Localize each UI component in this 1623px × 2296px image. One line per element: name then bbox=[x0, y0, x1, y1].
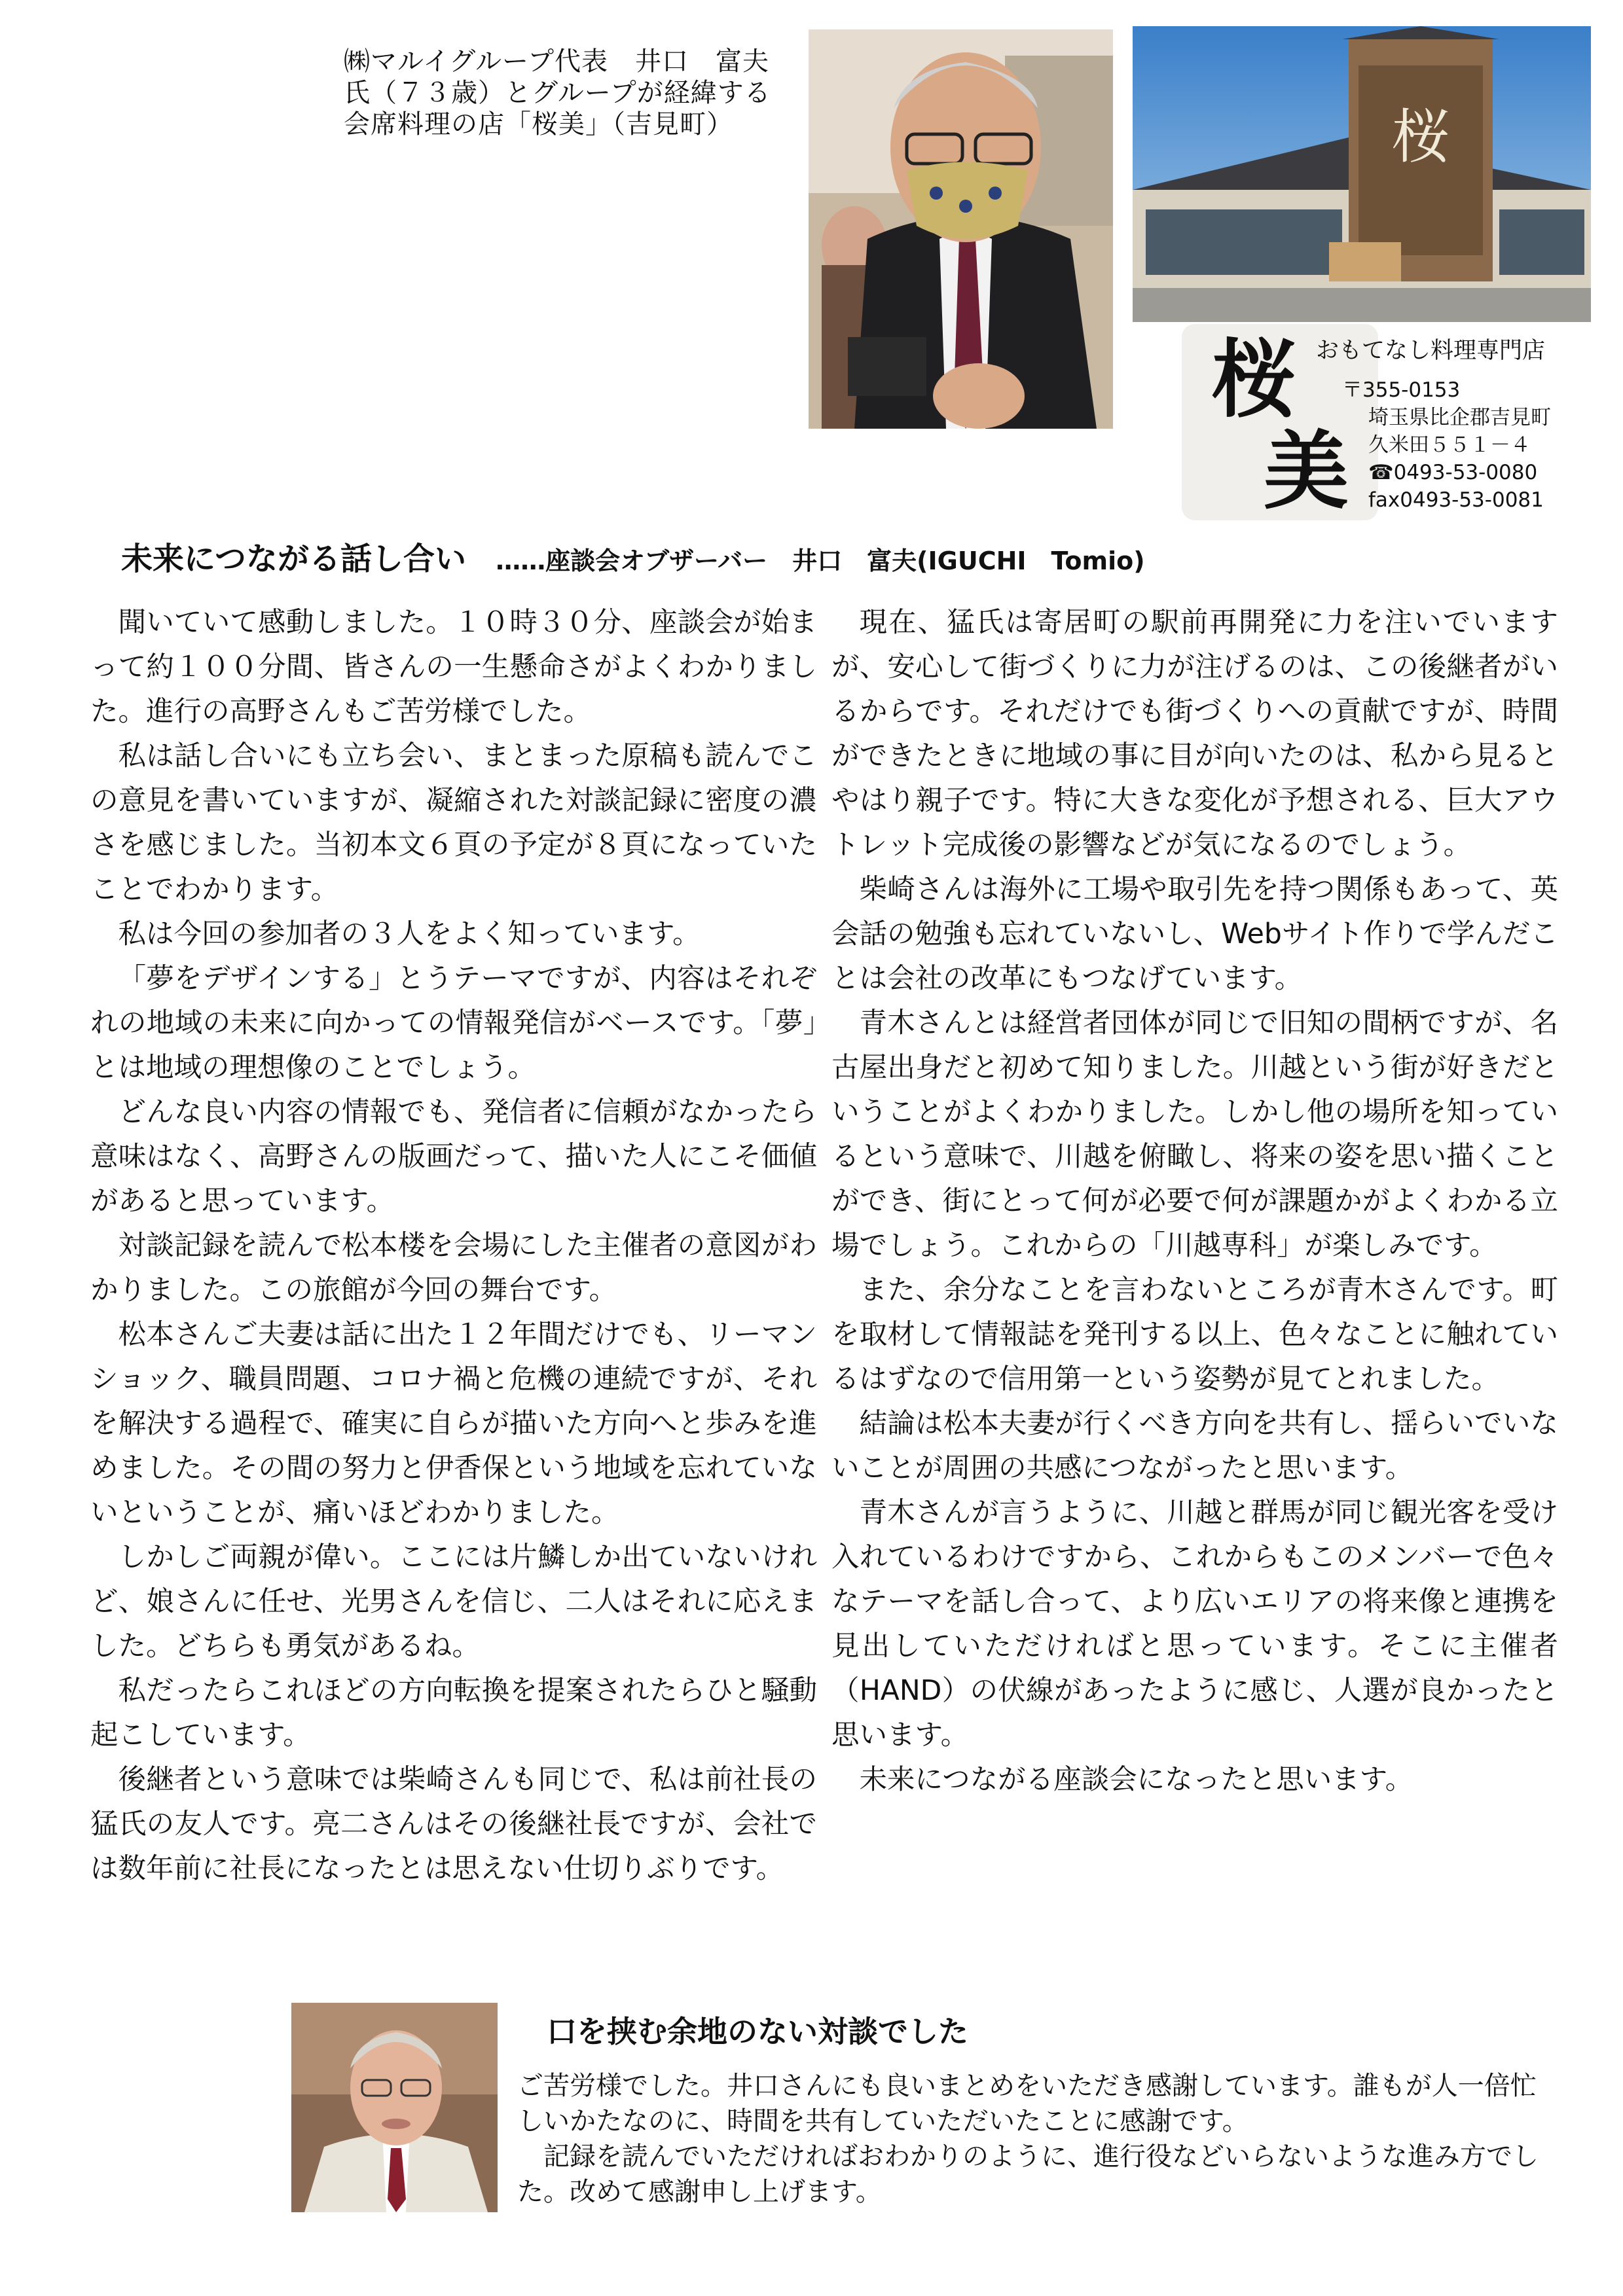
shop-fax: fax0493-53-0081 bbox=[1368, 488, 1544, 512]
paragraph: 私は話し合いにも立ち会い、まとまった原稿も読んでこの意見を書いていますが、凝縮された対談記録に密度の濃さを感じました。当初本文６頁の予定が８頁になっていたことでわかります。 bbox=[90, 740, 817, 906]
photo-caption bbox=[344, 46, 802, 140]
article-column-left bbox=[90, 601, 817, 1892]
paragraph: 青木さんが言うように、川越と群馬が同じ観光客を受け入れているわけですから、これからもこのメンバーで色々なテーマを話し合って、より広いエリアの将来像と連携を見出していただければと思っています。そこに主催者（HAND）の伏線があったように感じ、人選が良かったと思います。 bbox=[831, 1497, 1558, 1751]
paragraph: 松本さんご夫妻は話に出た１２年間だけでも、リーマンショック、職員問題、コロナ禍と危機の連続ですが、それを解決する過程で、確実に自らが描いた方向へと歩みを進めました。その間の努力と伊香保という地域を忘れていないということが、痛いほどわかりました。 bbox=[90, 1319, 817, 1529]
paragraph: 現在、猛氏は寄居町の駅前再開発に力を注いでいますが、安心して街づくりに力が注げるのは、この後継者がいるからです。それだけでも街づくりへの貢献ですが、時間ができたときに地域の事に目が向いたのは、私から見るとやはり親子です。特に大きな変化が予想される、巨大アウトレット完成後の影響などが気になるのでしょう。 bbox=[831, 607, 1558, 861]
iguchi-portrait-photo bbox=[809, 29, 1113, 429]
article-heading bbox=[121, 533, 1561, 579]
reply-title: 口を挟む余地のない対談でした bbox=[547, 2014, 968, 2049]
paragraph: どんな良い内容の情報でも、発信者に信頼がなかったら意味はなく、高野さんの版画だって、描いた人にこそ価値があると思っています。 bbox=[90, 1096, 817, 1217]
shop-tel: ☎0493-53-0080 bbox=[1368, 461, 1538, 484]
reply-paragraph: ご苦労様でした。井口さんにも良いまとめをいただき感謝しています。誰もが人一倍忙しいかたなのに、時間を共有していただいたことに感謝です。 bbox=[517, 2071, 1537, 2136]
article-byline: ‥‥‥座談会オブザーバー 井口 富夫(IGUCHI Tomio) bbox=[496, 547, 1145, 575]
reply-body bbox=[517, 2068, 1539, 2210]
paragraph: 柴崎さんは海外に工場や取引先を持つ関係もあって、英会話の勉強も忘れていないし、Webサイト作りで学んだことは会社の改革にもつなげています。 bbox=[831, 874, 1558, 995]
reply-paragraph: 記録を読んでいただければおわかりのように、進行役などいらないような進み方でした。改めて感謝申し上げます。 bbox=[517, 2142, 1539, 2207]
svg-text:桜: 桜 bbox=[1211, 329, 1297, 429]
paragraph: 聞いていて感動しました。１０時３０分、座談会が始まって約１００分間、皆さんの一生懸命さがよくわかりました。進行の高野さんもご苦労様でした。 bbox=[90, 607, 817, 728]
paragraph: 後継者という意味では柴崎さんも同じで、私は前社長の猛氏の友人です。亮二さんはその後継社長ですが、会社では数年前に社長になったとは思えない仕切りぶりです。 bbox=[90, 1764, 817, 1885]
paragraph: また、余分なことを言わないところが青木さんです。町を取材して情報誌を発刊する以上、色々なことに触れているはずなので信用第一という姿勢が見てとれました。 bbox=[831, 1274, 1558, 1395]
paragraph: 未来につながる座談会になったと思います。 bbox=[859, 1764, 1413, 1796]
paragraph: 私は今回の参加者の３人をよく知っています。 bbox=[118, 918, 701, 950]
restaurant-building-photo bbox=[1133, 26, 1591, 322]
shop-info bbox=[1316, 337, 1617, 514]
caption-line: 氏（７３歳）とグループが経緯する bbox=[344, 78, 771, 108]
shop-postal: 〒355-0153 bbox=[1342, 378, 1461, 402]
svg-text:桜: 桜 bbox=[1391, 103, 1450, 171]
caption-line: ㈱マルイグループ代表 井口 富夫 bbox=[344, 46, 769, 77]
paragraph: しかしご両親が偉い。ここには片鱗しか出ていないけれど、娘さんに任せ、光男さんを信じ、二人はそれに応えました。どちらも勇気があるね。 bbox=[90, 1541, 817, 1662]
shop-address-2: 久米田５５１－４ bbox=[1368, 433, 1531, 457]
caption-line: 会席料理の店「桜美」（吉見町） bbox=[344, 109, 733, 139]
article-column-right bbox=[831, 601, 1558, 1803]
shop-tagline: おもてなし料理専門店 bbox=[1316, 338, 1546, 364]
svg-text:美: 美 bbox=[1263, 421, 1349, 520]
takano-portrait-photo bbox=[291, 2003, 498, 2212]
paragraph: 結論は松本夫妻が行くべき方向を共有し、揺らいでいないことが周囲の共感につながったと思います。 bbox=[831, 1408, 1558, 1484]
shop-address-1: 埼玉県比企郡吉見町 bbox=[1368, 406, 1551, 429]
paragraph: 私だったらこれほどの方向転換を提案されたらひと騒動起こしています。 bbox=[90, 1675, 817, 1751]
article-title: 未来につながる話し合い bbox=[121, 541, 467, 577]
paragraph: 対談記録を読んで松本楼を会場にした主催者の意図がわかりました。この旅館が今回の舞台です。 bbox=[90, 1230, 817, 1306]
paragraph: 「夢をデザインする」とうテーマですが、内容はそれぞれの地域の未来に向かっての情報発信がベースです。「夢」とは地域の理想像のことでしょう。 bbox=[90, 963, 817, 1084]
paragraph: 青木さんとは経営者団体が同じで旧知の間柄ですが、名古屋出身だと初めて知りました。川越という街が好きだということがよくわかりました。しかし他の場所を知っているという意味で、川越を俯瞰し、将来の姿を思い描くことができ、街にとって何が必要で何が課題かがよくわかる立場でしょう。これからの「川越専科」が楽しみです。 bbox=[831, 1007, 1558, 1262]
